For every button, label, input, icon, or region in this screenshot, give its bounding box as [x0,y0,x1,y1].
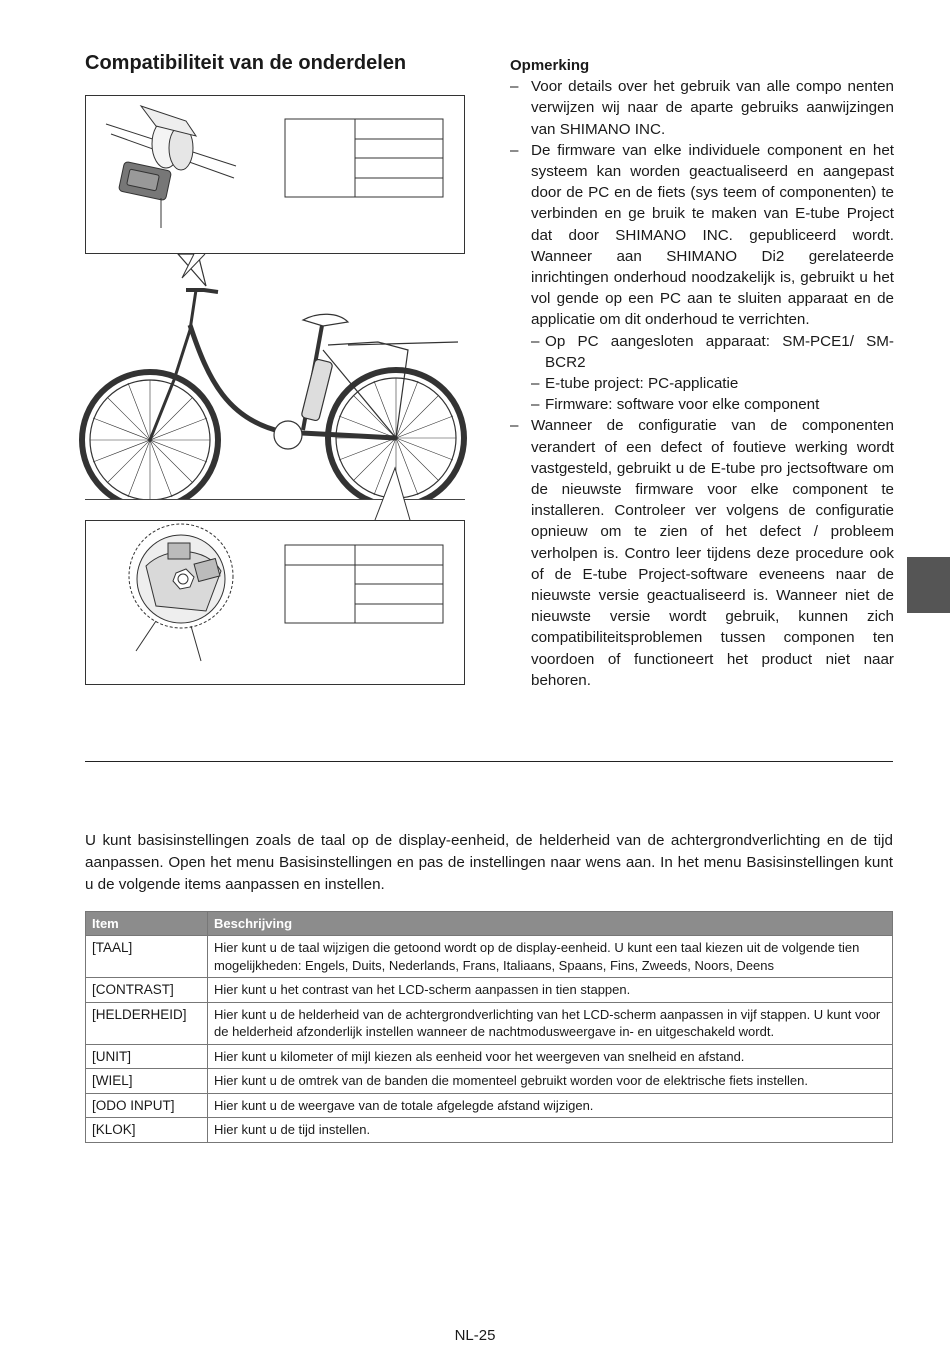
table-row [86,1069,893,1094]
note-item [510,140,894,331]
chapter-tab-marker [907,557,950,613]
note-text: Wanneer de configuratie van de componenten verandert of een defect of foutieve werking wordt vastgesteld, gebruikt u de E-tube pro jectsoftware om de nieuwste firmware voor elke component te installeren. Controleer ver volgens de configuratie opnieuw om te zien of het defect / probleem verholpen is. Contro leer tijdens deze procedure ook of de E-tube Project-software eveneens naar de nieuwste versie geactualiseerd is. Wanneer niet de nieuwste versie wordt gebruik, kunnen zich compatibiliteitsproblemen tussen componen ten voordoen of functioneert het product niet naar behoren. [531,417,894,689]
dash: – [531,396,540,414]
table-row [86,1118,893,1143]
note-text: Voor details over het gebruik van alle compo nenten verwijzen wij naar de aparte gebruiks aanwijzingen van SHIMANO INC. [531,78,894,138]
item-cell: [KLOK] [86,1118,208,1143]
note-sub-text: Firmware: software voor elke component [545,396,820,414]
note-heading: Opmerking [510,57,590,74]
column-header-description: Beschrijving [208,912,893,936]
note-sub-item [510,373,894,394]
dash: – [531,332,540,350]
item-cell: [ODO INPUT] [86,1093,208,1118]
item-cell: [UNIT] [86,1044,208,1069]
item-cell: [CONTRAST] [86,978,208,1003]
item-cell: [TAAL] [86,936,208,978]
note-item [510,76,894,140]
table-row [86,978,893,1003]
dash: – [510,141,519,159]
note-section [510,55,894,691]
dash: – [510,417,519,435]
table-row [86,1044,893,1069]
item-cell: [WIEL] [86,1069,208,1094]
note-item [510,415,894,691]
dash: – [531,375,540,393]
intro-paragraph: U kunt basisinstellingen zoals de taal op de display-eenheid, de helderheid van de achtergrondverlichting en de tijd aanpassen. Open het menu Basisinstellingen en pas de instellingen naar wens aan. In het menu Basisinstellingen kunt u de volgende items aanpassen en instellen. [85,832,893,893]
table-row [86,1093,893,1118]
section-divider [85,761,893,762]
table-header-row [86,912,893,936]
table-row [86,1002,893,1044]
note-sub-text: Op PC aangesloten apparaat: SM-PCE1/ SM-BCR2 [545,332,894,371]
description-cell: Hier kunt u de helderheid van de achtergrondverlichting van het LCD-scherm aanpassen in vijf stappen. U kunt voor de helderheid afzonderlijk instellen wanneer de nachtmodusweergave in- en uitgeschakeld wordt. [208,1002,893,1044]
description-cell: Hier kunt u de omtrek van de banden die momenteel gebruikt worden voor de elektrische fiets instellen. [208,1069,893,1094]
note-sub-text: E-tube project: PC-applicatie [545,375,739,393]
item-cell: [HELDERHEID] [86,1002,208,1044]
table-row [86,936,893,978]
description-cell: Hier kunt u de taal wijzigen die getoond wordt op de display-eenheid. U kunt een taal kiezen uit de volgende tien mogelijkheden: Engels, Duits, Nederlands, Frans, Italiaans, Spaans, Fins, Zweeds, Noors, Deens [208,936,893,978]
description-cell: Hier kunt u het contrast van het LCD-scherm aanpassen in tien stappen. [208,978,893,1003]
description-cell: Hier kunt u kilometer of mijl kiezen als eenheid voor het weergeven van snelheid en afstand. [208,1044,893,1069]
note-sub-item [510,394,894,415]
description-cell: Hier kunt u de tijd instellen. [208,1118,893,1143]
section-title: Compatibiliteit van de onderdelen [85,52,407,74]
page-number: NL-25 [454,1327,496,1344]
settings-table [85,911,893,1143]
description-cell: Hier kunt u de weergave van de totale afgelegde afstand wijzigen. [208,1093,893,1118]
column-header-item: Item [86,912,208,936]
dash: – [510,78,519,96]
note-sub-item [510,331,894,373]
note-text: De firmware van elke individuele component en het systeem kan worden geactualiseerd en aangepast door de PC en de fiets (sys teem of componenten) te verbinden en ge bruik te maken van E-tube Project dat door SHIMANO INC. gepubliceerd wordt. Wanneer aan SHIMANO Di2 gerelateerde inrichtingen onderhoud noodzakelijk is, gebruikt u het vol gende op een PC aan te sluiten apparaat en de applicatie om dit onderhoud te verrichten. [531,141,894,329]
